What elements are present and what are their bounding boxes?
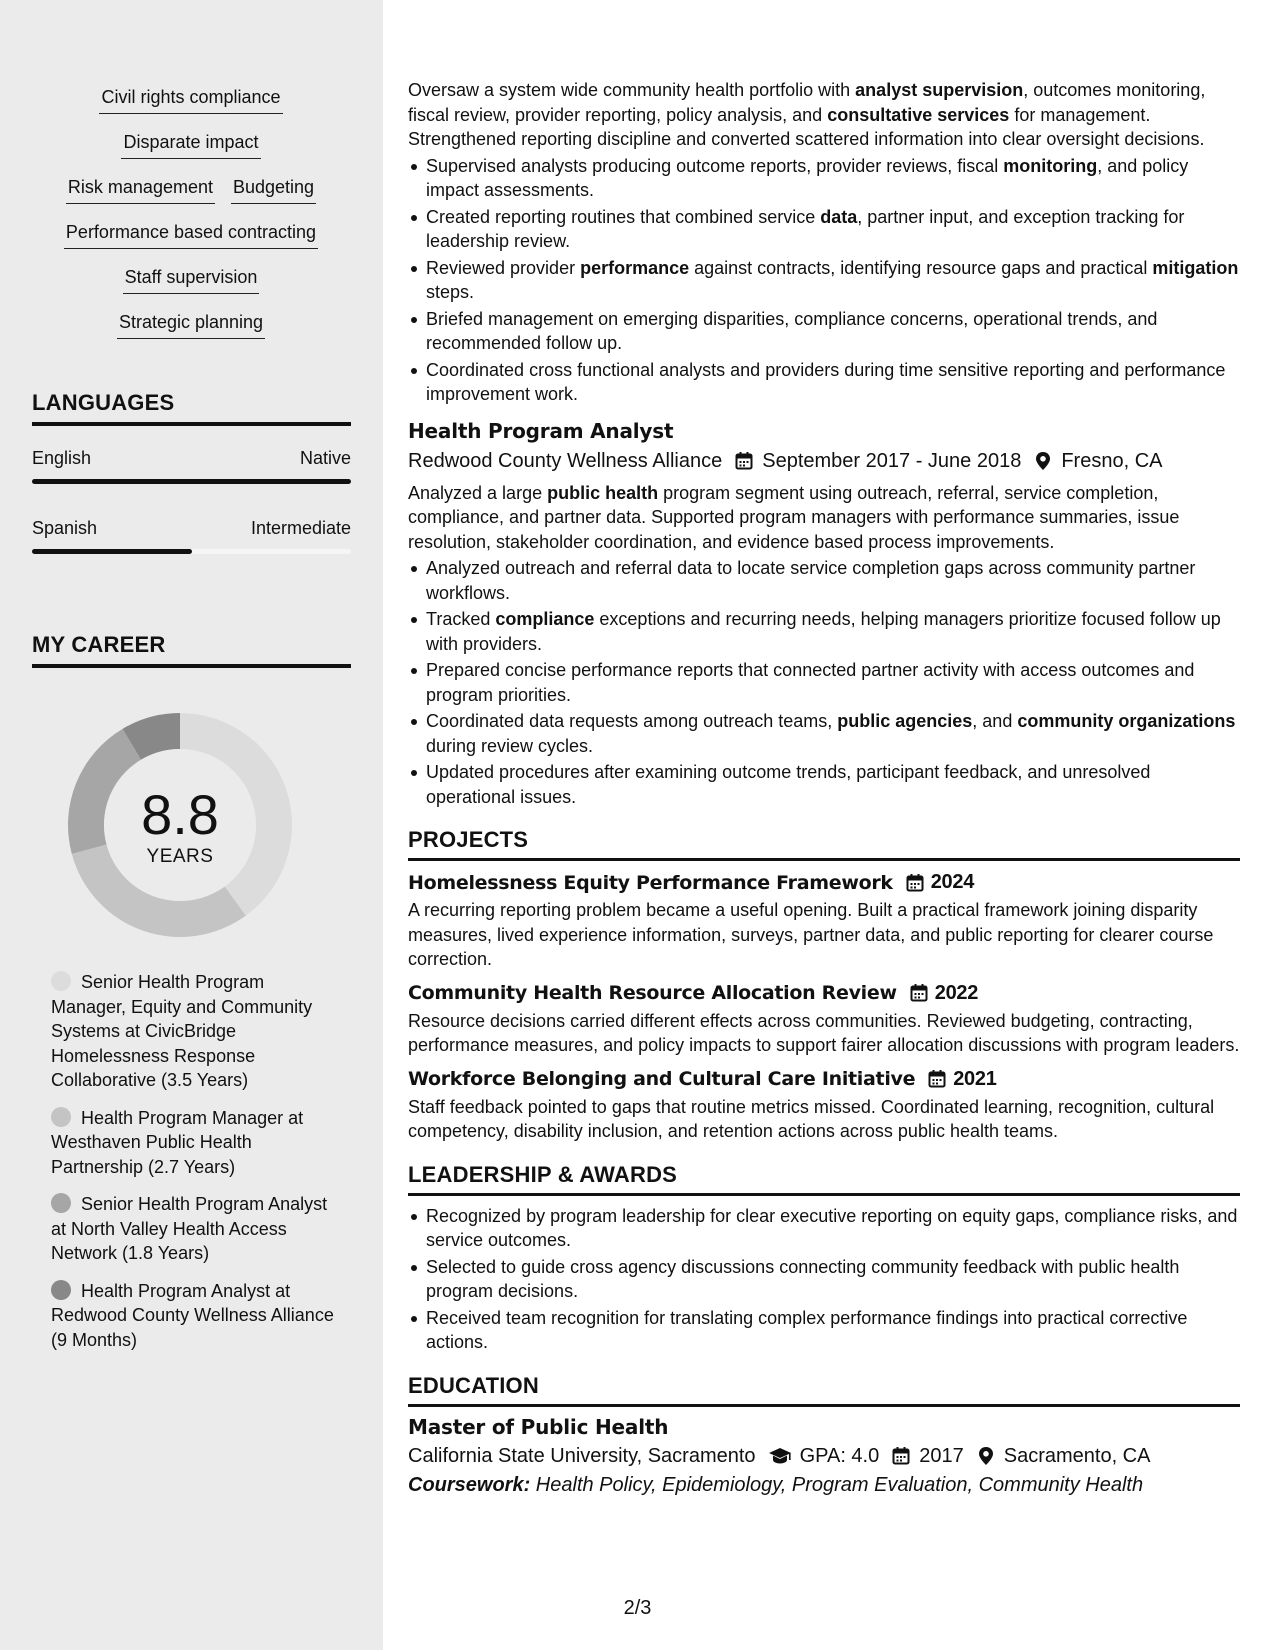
bullet-item (426, 154, 1240, 203)
job-dates: September 2017 - June 2018 (762, 449, 1022, 472)
career-legend-label: Health Program Analyst at Redwood County Wellness Alliance (9 Months) (51, 1280, 334, 1350)
skill-row (32, 311, 350, 356)
languages-heading: LANGUAGES (32, 390, 351, 426)
skill-row (32, 176, 350, 221)
language-bar-fill (32, 549, 192, 554)
school-name: California State University, Sacramento (408, 1444, 756, 1467)
skill-tag: Strategic planning (117, 311, 265, 339)
project-title (408, 1068, 1240, 1091)
project-name: Community Health Resource Allocation Review (408, 982, 897, 1004)
project-year: 2021 (953, 1067, 997, 1090)
project-year: 2022 (934, 981, 979, 1004)
bold-text: mitigation (1152, 257, 1239, 278)
text: Coordinated data requests among outreach teams, (426, 711, 838, 731)
bold-text: public health (547, 482, 659, 503)
text: Tracked (426, 609, 496, 629)
project-title (408, 871, 1240, 894)
bullet-item (426, 307, 1240, 356)
degree-title: Master of Public Health (408, 1414, 669, 1439)
coursework (408, 1474, 1240, 1497)
career-legend-label: Senior Health Program Manager, Equity and Community Systems at CivicBridge Homelessness Response Collaborative (3.5 Years) (51, 972, 313, 1090)
career-total (60, 705, 300, 945)
text: Coordinated cross functional analysts and providers during time sensitive reporting and performance improvement work. (426, 359, 1226, 404)
company-name: Redwood County Wellness Alliance (408, 449, 723, 472)
bold-text: compliance (495, 609, 595, 629)
career-legend-label: Health Program Manager at Westhaven Public Health Partnership (2.7 Years) (51, 1107, 304, 1177)
legend-dot (51, 1193, 71, 1213)
job-summary (408, 481, 1240, 555)
text: , outcomes monitoring, fiscal review, provider reporting, policy analysis, and (408, 80, 1206, 125)
language-bar-spanish (32, 549, 351, 554)
bold-text: performance (580, 257, 690, 278)
bullet-item (426, 607, 1240, 656)
skill-tag: Civil rights compliance (99, 86, 282, 114)
calendar-icon (909, 983, 929, 1003)
education-meta (408, 1445, 1240, 1468)
text: for management. Strengthened reporting discipline and converted scattered information into clear oversight decisions. (408, 104, 1205, 149)
award-item: Recognized by program leadership for clear executive reporting on equity gaps, compliance risks, and service outcomes. (426, 1204, 1240, 1253)
skill-row (32, 131, 350, 176)
skill-tag: Staff supervision (123, 266, 260, 294)
project-description: Staff feedback pointed to gaps that routine metrics missed. Coordinated learning, recognition, cultural competency, disability inclusion, and retention actions across public health teams. (408, 1096, 1215, 1141)
project-title (408, 982, 1240, 1005)
calendar-icon (927, 1069, 947, 1089)
text: , and policy impact assessments. (426, 155, 1189, 200)
award-item: Received team recognition for translating complex performance findings into practical corrective actions. (426, 1306, 1240, 1355)
awards-list (408, 1204, 1240, 1355)
job-summary (408, 78, 1240, 152)
location-pin-icon (976, 1446, 996, 1466)
job-meta (408, 450, 1240, 473)
text: , and (972, 711, 1018, 731)
text: Supervised analysts producing outcome reports, provider reviews, fiscal (426, 155, 1004, 176)
calendar-icon (905, 873, 925, 893)
text: Analyzed a large (408, 482, 548, 503)
career-legend-item (51, 1279, 341, 1353)
education-heading: EDUCATION (408, 1373, 1240, 1407)
bullet-item (426, 658, 1240, 707)
bullet-item (426, 709, 1240, 758)
gpa: GPA: 4.0 (799, 1444, 880, 1467)
language-level: Intermediate (250, 518, 351, 538)
job-location: Fresno, CA (1061, 449, 1163, 472)
career-legend-label: Senior Health Program Analyst at North Valley Health Access Network (1.8 Years) (51, 1194, 328, 1263)
skill-tag: Risk management (66, 176, 215, 204)
text: Updated procedures after examining outcome trends, participant feedback, and unresolved operational issues. (426, 762, 1151, 807)
coursework-label: Coursework: (408, 1473, 531, 1496)
skill-row (32, 86, 350, 131)
legend-dot (51, 1280, 71, 1300)
project-name: Homelessness Equity Performance Framework (408, 871, 893, 894)
bold-text: monitoring (1003, 155, 1098, 176)
award-item: Selected to guide cross agency discussions connecting community feedback with public health program decisions. (426, 1255, 1240, 1304)
text: against contracts, identifying resource gaps and practical (689, 257, 1153, 278)
text: exceptions and recurring needs, helping managers prioritize focused follow up with providers. (426, 609, 1221, 654)
career-total-value: 8.8 (141, 783, 219, 846)
language-bar-fill (32, 479, 351, 484)
project-description: A recurring reporting problem became a useful opening. Built a practical framework joining disparity measures, lived experience information, surveys, partner data, and public reporting for clearer course correction. (408, 900, 1214, 969)
bullet-item (426, 760, 1240, 809)
language-name: English (32, 448, 92, 468)
language-bar-english (32, 479, 351, 484)
text: Prepared concise performance reports that connected partner activity with access outcomes and program priorities. (426, 660, 1195, 705)
bold-text: public agencies (837, 711, 973, 731)
school-location: Sacramento, CA (1003, 1444, 1151, 1467)
text: Analyzed outreach and referral data to locate service completion gaps across community partner workflows. (426, 558, 1196, 603)
graduation-year: 2017 (919, 1444, 964, 1467)
project-description: Resource decisions carried different effects across communities. Reviewed budgeting, contracting, performance measures, and policy impacts to support fairer allocation discussions with program leaders. (408, 1010, 1240, 1055)
skill-row (32, 221, 350, 266)
job-bullets (408, 556, 1240, 809)
bold-text: community organizations (1017, 711, 1236, 731)
text: Oversaw a system wide community health portfolio with (408, 80, 856, 100)
main-content (408, 78, 1240, 1497)
legend-dot (51, 971, 71, 991)
calendar-icon (734, 451, 754, 471)
bold-text: consultative services (827, 104, 1010, 125)
career-total-unit: YEARS (146, 846, 214, 867)
skill-tag: Performance based contracting (64, 221, 318, 249)
language-row-spanish (32, 518, 351, 539)
text: program segment using outreach, referral, service completion, compliance, and partner data. Supported program managers with performance summaries, issue resolution, stakeholder coordination, and evidence based process improvements. (408, 482, 1180, 552)
text: Briefed management on emerging disparities, compliance concerns, operational trends, and recommended follow up. (426, 308, 1158, 353)
career-heading: MY CAREER (32, 632, 351, 668)
bullet-item (426, 205, 1240, 254)
language-row-english (32, 448, 351, 469)
sidebar (0, 0, 383, 1650)
graduation-cap-icon (768, 1446, 792, 1466)
language-name: Spanish (32, 518, 98, 538)
skill-tag: Budgeting (231, 176, 316, 204)
skill-row (32, 266, 350, 311)
bullet-item (426, 358, 1240, 407)
career-legend (51, 970, 341, 1365)
page-number (0, 1597, 1275, 1620)
text: Created reporting routines that combined service (426, 206, 821, 227)
skills-list (32, 86, 350, 356)
bold-text: data (820, 206, 858, 227)
text: during review cycles. (426, 735, 594, 756)
coursework-list: Health Policy, Epidemiology, Program Evaluation, Community Health (530, 1473, 1144, 1496)
career-legend-item (51, 1106, 341, 1180)
bullet-item (426, 556, 1240, 605)
text: steps. (426, 282, 475, 302)
page-number-text: 2/3 (623, 1597, 652, 1619)
projects-heading: PROJECTS (408, 827, 1240, 861)
awards-heading: LEADERSHIP & AWARDS (408, 1162, 1240, 1196)
job-bullets (408, 154, 1240, 407)
text: , partner input, and exception tracking for leadership review. (426, 206, 1185, 251)
career-legend-item (51, 970, 341, 1093)
location-pin-icon (1033, 451, 1053, 471)
career-legend-item (51, 1192, 341, 1266)
project-year: 2024 (930, 871, 975, 893)
bold-text: analyst supervision (855, 80, 1024, 100)
legend-dot (51, 1107, 71, 1127)
text: Reviewed provider (426, 257, 581, 278)
skill-tag: Disparate impact (121, 131, 260, 159)
project-name: Workforce Belonging and Cultural Care Initiative (408, 1068, 916, 1090)
bullet-item (426, 256, 1240, 305)
job-title: Health Program Analyst (408, 418, 674, 443)
calendar-icon (891, 1446, 911, 1466)
language-level: Native (299, 448, 351, 468)
